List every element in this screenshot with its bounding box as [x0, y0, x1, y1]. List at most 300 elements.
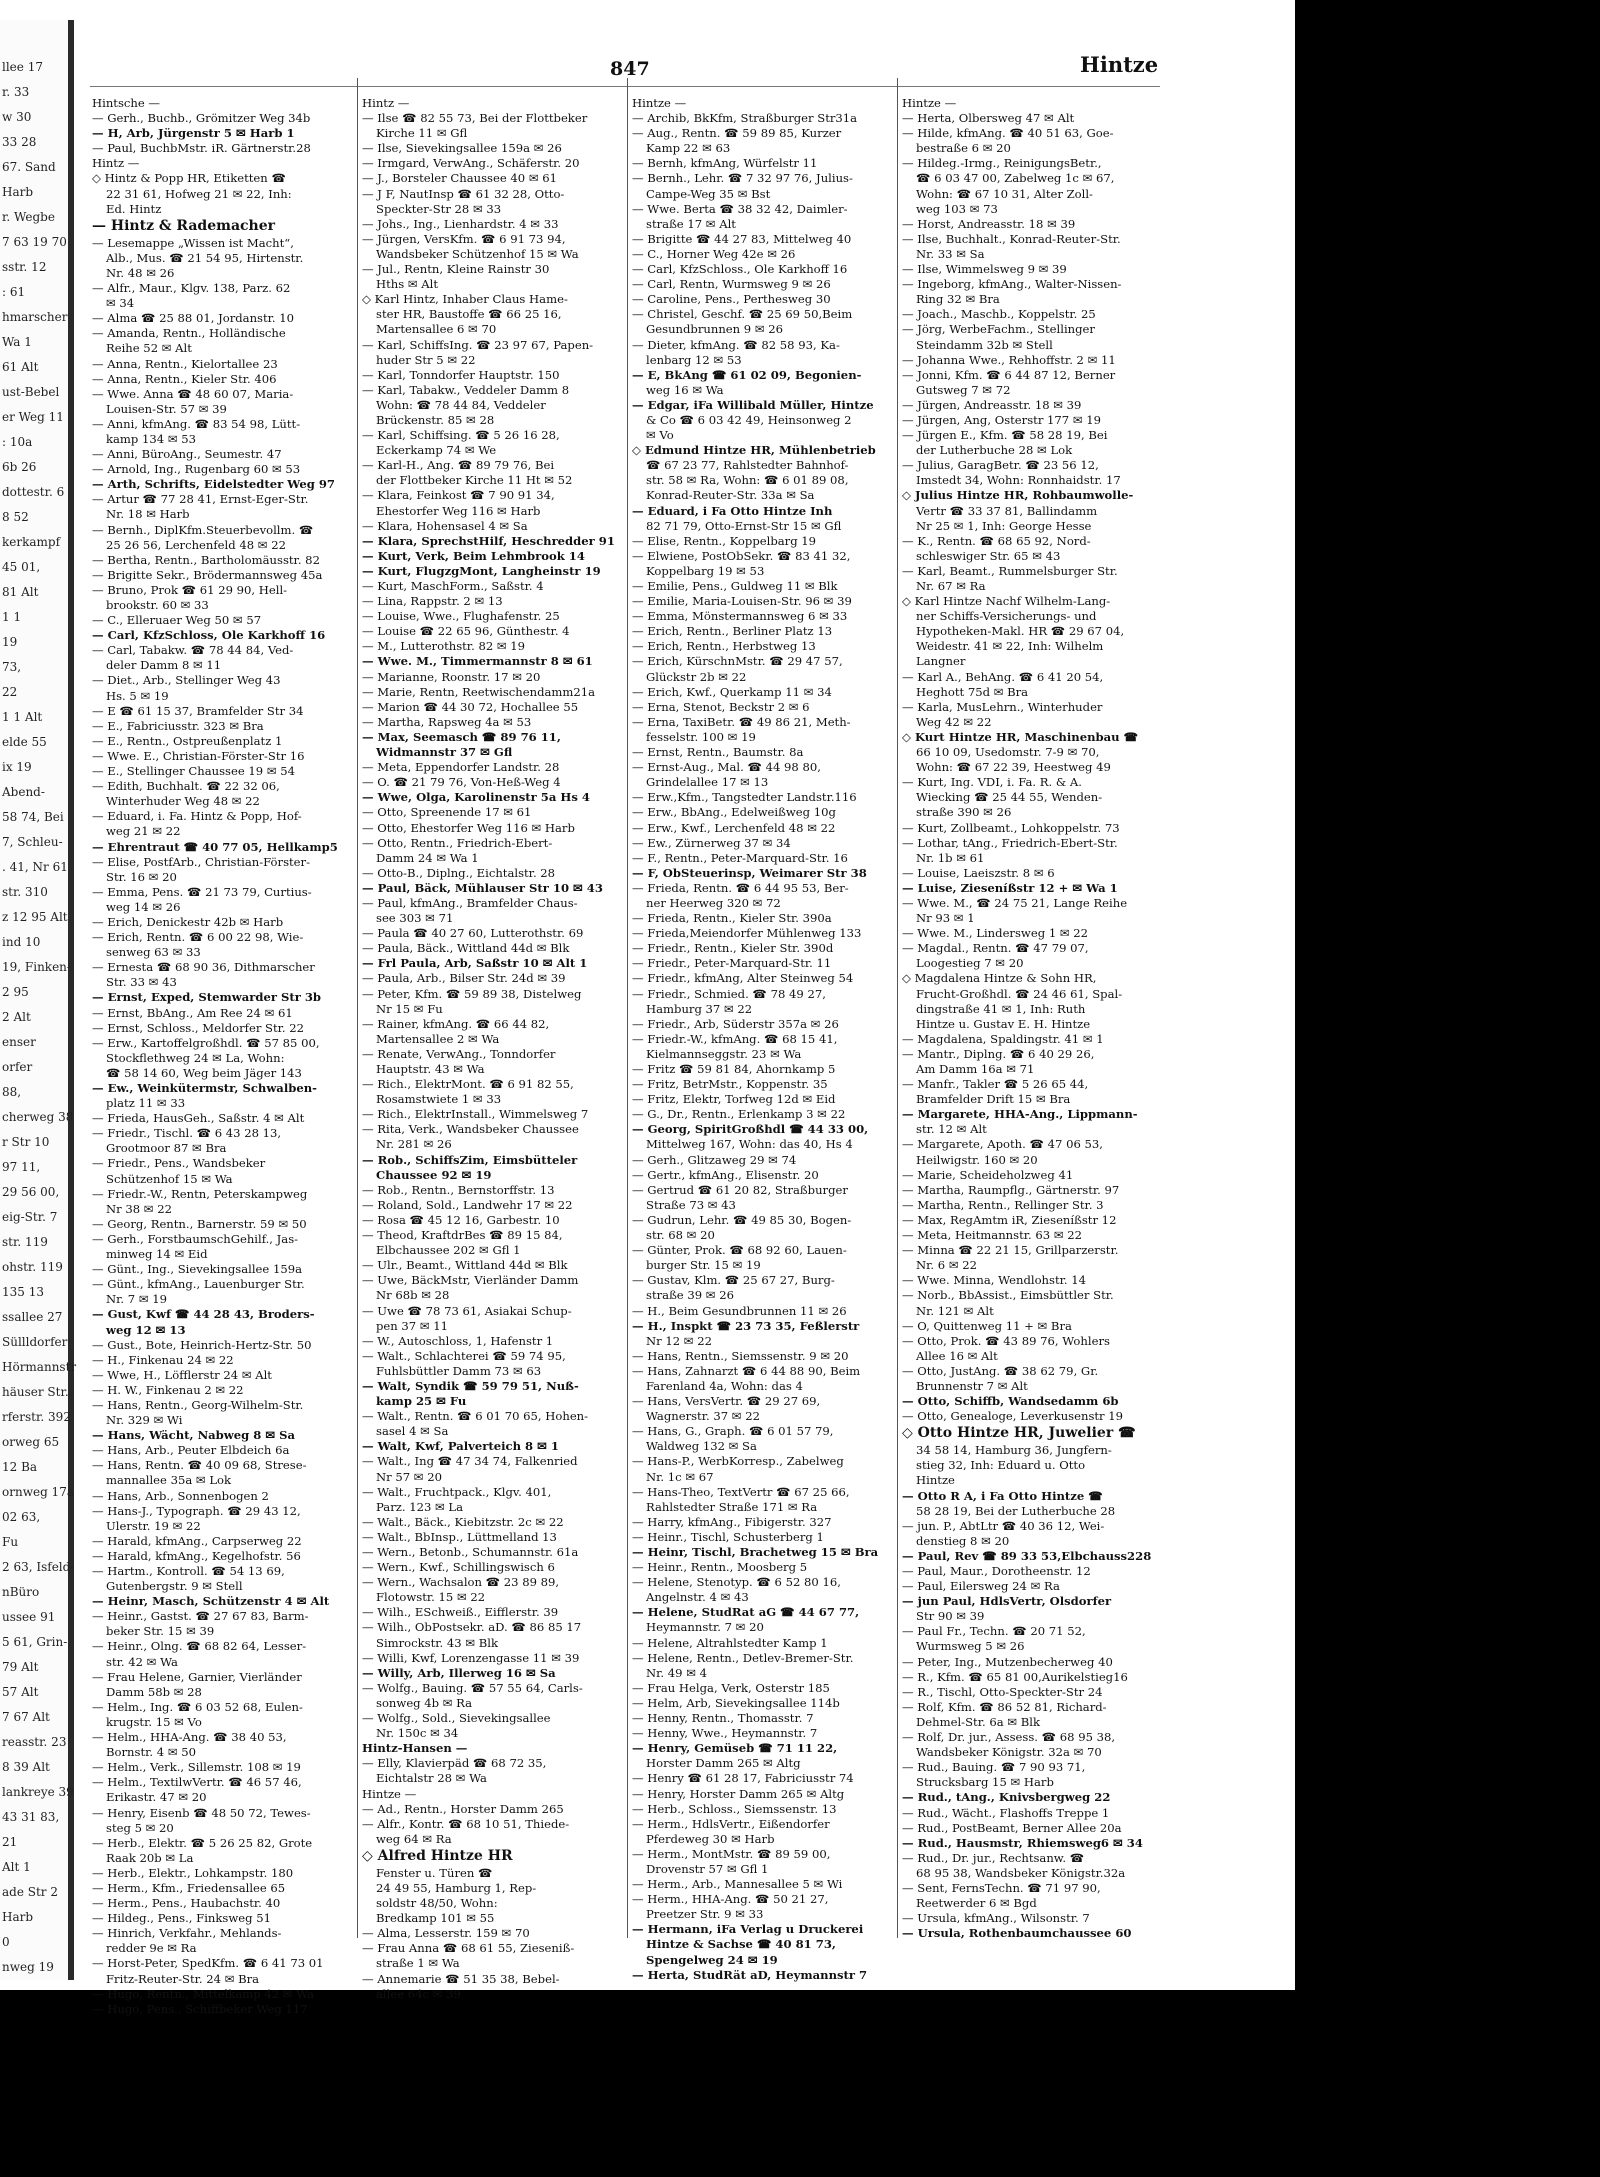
directory-entry-line: — Wern., Betonb., Schumannstr. 61a	[362, 1545, 579, 1559]
directory-entry-line: — Wwe. Anna ☎ 48 60 07, Maria-	[92, 386, 294, 401]
directory-entry-line: huder Str 5 ✉ 22	[376, 352, 476, 367]
directory-entry-line: Hintz-Hansen —	[362, 1741, 468, 1756]
directory-entry-line: — Ulr., Beamt., Wittland 44d ✉ Blk	[362, 1258, 568, 1273]
directory-entry-line: — Louise, Laeiszstr. 8 ✉ 6	[902, 865, 1055, 880]
directory-entry-line: — Heinr., Gastst. ☎ 27 67 83, Barm-	[92, 1609, 309, 1624]
directory-entry-line: Nr. 6 ✉ 22	[916, 1258, 977, 1273]
directory-entry-line: Gutenbergstr. 9 ✉ Stell	[106, 1579, 243, 1594]
directory-entry-line: — Frau Helene, Garnier, Vierländer	[92, 1669, 302, 1684]
directory-entry-line: Grindelallee 17 ✉ 13	[646, 775, 769, 790]
directory-entry-line: beker Str. 15 ✉ 39	[106, 1624, 215, 1639]
directory-entry-line: — Karl-H., Ang. ☎ 89 79 76, Bei	[362, 458, 555, 473]
directory-entry-line: 25 26 56, Lerchenfeld 48 ✉ 22	[106, 537, 286, 552]
previous-page-fragment: reasstr. 23	[2, 1735, 67, 1749]
previous-page-fragment: Alt 1	[2, 1860, 31, 1874]
directory-entry-line: — Bernh, kfmAng, Würfelstr 11	[632, 156, 818, 171]
directory-entry-line: — Annemarie ☎ 51 35 38, Bebel-	[362, 1971, 560, 1986]
column-2	[362, 96, 624, 2002]
directory-entry-line: Erikastr. 47 ✉ 20	[106, 1790, 207, 1805]
directory-entry-line: — Paula, Arb., Bilser Str. 24d ✉ 39	[362, 971, 566, 986]
previous-page-fragment: 1 1 Alt	[2, 710, 43, 724]
directory-entry-line: — Eduard, i. Fa. Hintz & Popp, Hof-	[92, 809, 302, 824]
directory-entry-line: — Anni, kfmAng. ☎ 83 54 98, Lütt-	[92, 416, 301, 431]
directory-entry-line: Nr. 48 ✉ 26	[106, 265, 175, 280]
directory-entry-line: — Arnold, Ing., Rugenbarg 60 ✉ 53	[92, 462, 301, 477]
directory-entry-line: Eckerkamp 74 ✉ We	[376, 443, 497, 458]
previous-page-edge	[0, 20, 77, 1980]
directory-entry-line: str. 42 ✉ Wa	[106, 1654, 178, 1669]
directory-entry-line: — Erich, Rentn. ☎ 6 00 22 98, Wie-	[92, 930, 304, 945]
directory-entry-line: — Martha, Rentn., Rellinger Str. 3	[902, 1197, 1104, 1212]
directory-entry-line: — Uwe ☎ 78 73 61, Asiakai Schup-	[362, 1303, 572, 1318]
directory-entry-line: — Irmgard, VerwAng., Schäferstr. 20	[362, 156, 580, 171]
directory-entry-line: — Ew., Weinkütermstr, Schwalben-	[92, 1081, 317, 1095]
directory-entry-line: — Louise ☎ 22 65 96, Günthestr. 4	[362, 624, 570, 639]
directory-entry-line: 68 95 38, Wandsbeker Königstr.32a	[916, 1865, 1126, 1880]
directory-entry-line: — Elly, Klavierpäd ☎ 68 72 35,	[362, 1756, 547, 1771]
directory-entry-line: 58 28 19, Bei der Lutherbuche 28	[916, 1503, 1116, 1518]
directory-entry-line: — Anna, Rentn., Kieler Str. 406	[92, 371, 277, 386]
directory-entry-line: — Jürgen E., Kfm. ☎ 58 28 19, Bei	[902, 428, 1108, 443]
directory-entry-line: — Meta, Heitmannstr. 63 ✉ 22	[902, 1228, 1082, 1243]
directory-entry-line: — E ☎ 61 15 37, Bramfelder Str 34	[92, 703, 304, 718]
directory-entry-line: — Rita, Verk., Wandsbeker Chaussee	[362, 1122, 579, 1137]
directory-entry-line: Hamburg 37 ✉ 22	[646, 1001, 753, 1016]
directory-entry-line: Nr. 1c ✉ 67	[646, 1469, 714, 1484]
previous-page-fragment: rferstr. 392	[2, 1410, 71, 1424]
directory-entry-line: Hauptstr. 43 ✉ Wa	[376, 1062, 485, 1076]
directory-entry-line: Hintze	[916, 1473, 955, 1488]
directory-entry-line: Reetwerder 6 ✉ Bgd	[916, 1896, 1037, 1911]
directory-entry-line: — Kurt, Ing. VDI, i. Fa. R. & A.	[902, 775, 1082, 790]
directory-entry-line: redder 9e ✉ Ra	[106, 1941, 197, 1956]
directory-entry-line: weg 16 ✉ Wa	[646, 382, 724, 397]
directory-entry-line: — Hartm., Kontroll. ☎ 54 13 69,	[92, 1564, 285, 1578]
directory-entry-line: — Harald, kfmAng., Kegelhofstr. 56	[92, 1548, 301, 1563]
directory-entry-line: der Lutherbuche 28 ✉ Lok	[916, 443, 1073, 458]
directory-entry-line: — H, Arb, Jürgenstr 5 ✉ Harb 1	[92, 126, 295, 141]
directory-entry-line: — Kurt, FlugzgMont, Langheinstr 19	[362, 563, 601, 578]
directory-entry-line: steg 5 ✉ 20	[106, 1820, 174, 1835]
directory-entry-line: — Otto, Schiffb, Wandsedamm 6b	[902, 1394, 1119, 1409]
directory-entry-line: — Helene, Altrahlstedter Kamp 1	[632, 1635, 828, 1650]
directory-entry-line: Wiecking ☎ 25 44 55, Wenden-	[916, 790, 1103, 805]
directory-entry-line: — Ernst, Exped, Stemwarder Str 3b	[92, 990, 322, 1005]
directory-entry-line: — Kurt, Zollbeamt., Lohkoppelstr. 73	[902, 820, 1120, 835]
directory-entry-line: Kielmannseggstr. 23 ✉ Wa	[646, 1046, 802, 1061]
directory-entry-line: — Norb., BbAssist., Eimsbüttler Str.	[902, 1288, 1114, 1303]
directory-entry-line: — Otto, Spreenende 17 ✉ 61	[362, 805, 532, 820]
directory-entry-line: — Hinrich, Verkfahr., Mehlands-	[92, 1926, 282, 1941]
directory-entry-line: — Georg, SpiritGroßhdl ☎ 44 33 00,	[632, 1122, 869, 1137]
directory-entry-line: — Fritz ☎ 59 81 84, Ahornkamp 5	[632, 1062, 836, 1076]
directory-entry-line: — Carl, KfzSchloss., Ole Karkhoff 16	[632, 262, 848, 277]
directory-entry-line: — G., Dr., Rentn., Erlenkamp 3 ✉ 22	[632, 1107, 846, 1122]
directory-entry-line: — Aug., Rentn. ☎ 59 89 85, Kurzer	[632, 126, 842, 141]
directory-entry-line: — Herta, Olbersweg 47 ✉ Alt	[902, 111, 1075, 126]
directory-entry-line: — Frieda,Meiendorfer Mühlenweg 133	[632, 926, 862, 941]
directory-entry-line: — M., Lutterothstr. 82 ✉ 19	[362, 639, 526, 654]
directory-entry-line: Hintze u. Gustav E. H. Hintze	[916, 1016, 1091, 1031]
directory-entry-line: Heilwigstr. 160 ✉ 20	[916, 1152, 1038, 1167]
directory-entry-line: Kirche 11 ✉ Gfl	[376, 126, 468, 141]
directory-entry-line: Pferdeweg 30 ✉ Harb	[646, 1831, 775, 1846]
directory-entry-line: — Ernst, Rentn., Baumstr. 8a	[632, 745, 804, 760]
directory-entry-line: — Johs., Ing., Lienhardstr. 4 ✉ 33	[362, 216, 559, 231]
directory-entry-line: lenbarg 12 ✉ 53	[646, 352, 742, 367]
previous-page-fragment: 21	[2, 1835, 18, 1849]
directory-entry-line: — Sent, FernsTechn. ☎ 71 97 90,	[902, 1880, 1101, 1895]
directory-entry-line: ner Heerweg 320 ✉ 72	[646, 895, 781, 910]
directory-entry-line: Ehestorfer Weg 116 ✉ Harb	[376, 503, 541, 518]
directory-entry-line: Preetzer Str. 9 ✉ 33	[646, 1907, 764, 1922]
directory-entry-line: Vertr ☎ 33 37 81, Ballindamm	[916, 503, 1098, 518]
directory-entry-line: sasel 4 ✉ Sa	[376, 1424, 449, 1439]
directory-entry-line: — Frau Helga, Verk, Osterstr 185	[632, 1680, 830, 1695]
directory-entry-line: — Renate, VerwAng., Tonndorfer	[362, 1046, 556, 1061]
directory-entry-line: — Wern., Wachsalon ☎ 23 89 89,	[362, 1575, 560, 1590]
directory-entry-line: 66 10 09, Usedomstr. 7-9 ✉ 70,	[916, 745, 1100, 760]
directory-entry-line: — Hans-P., WerbKorresp., Zabelweg	[632, 1454, 844, 1469]
directory-entry-line: — Herb., Schloss., Siemssenstr. 13	[632, 1801, 837, 1816]
directory-entry-line: — Herb., Elektr., Lohkampstr. 180	[92, 1865, 294, 1880]
directory-entry-line: ◇ Julius Hintze HR, Rohbaumwolle-	[902, 488, 1134, 503]
directory-entry-line: — Luise, Zieseníßstr 12 + ✉ Wa 1	[902, 880, 1118, 895]
directory-entry-line: — Heinr., Rentn., Moosberg 5	[632, 1560, 808, 1575]
directory-entry-line: Rahlstedter Straße 171 ✉ Ra	[646, 1499, 818, 1514]
directory-entry-line: Drovenstr 57 ✉ Gfl 1	[646, 1861, 769, 1876]
directory-entry-line: — Hildeg., Pens., Finksweg 51	[92, 1911, 272, 1926]
previous-page-fragment: 61 Alt	[2, 360, 39, 374]
directory-entry-line: weg 14 ✉ 26	[106, 899, 181, 914]
directory-entry-line: Nr. 18 ✉ Harb	[106, 507, 190, 522]
directory-entry-line: — Jul., Rentn, Kleine Rainstr 30	[362, 262, 550, 277]
directory-entry-line: Parz. 123 ✉ La	[376, 1499, 464, 1514]
directory-entry-line: — E., Fabriciusstr. 323 ✉ Bra	[92, 718, 264, 733]
directory-entry-line: schleswiger Str. 65 ✉ 43	[916, 548, 1061, 563]
directory-entry-line: Koppelbarg 19 ✉ 53	[646, 563, 765, 578]
directory-entry-line: — Gerh., Glitzaweg 29 ✉ 74	[632, 1152, 797, 1167]
directory-entry-line: Louisen-Str. 57 ✉ 39	[106, 401, 227, 416]
directory-entry-line: Bredkamp 101 ✉ 55	[376, 1911, 495, 1926]
directory-entry-line: — Minna ☎ 22 21 15, Grillparzerstr.	[902, 1243, 1119, 1258]
directory-entry-line: Eichtalstr 28 ✉ Wa	[376, 1771, 487, 1786]
directory-entry-line: — Klara, SprechstHilf, Heschredder 91	[362, 533, 615, 548]
directory-entry-line: — Ilse, Buchhalt., Konrad-Reuter-Str.	[902, 231, 1121, 246]
directory-entry-line: str. 68 ✉ 20	[646, 1228, 715, 1243]
previous-page-fragment: : 61	[2, 285, 26, 299]
directory-entry-line: — Joach., Maschb., Koppelstr. 25	[902, 307, 1096, 322]
directory-entry-line: Stockflethweg 24 ✉ La, Wohn:	[106, 1050, 285, 1065]
directory-entry-line: — Otto, Ehestorfer Weg 116 ✉ Harb	[362, 820, 575, 835]
directory-entry-line: — Arth, Schrifts, Eidelstedter Weg 97	[92, 477, 336, 492]
directory-entry-line: — H., Finkenau 24 ✉ 22	[92, 1352, 234, 1367]
previous-page-fragment: 2 Alt	[2, 1010, 31, 1024]
directory-entry-line: str. 12 ✉ Alt	[916, 1122, 987, 1137]
directory-entry-line: ◇ Magdalena Hintze & Sohn HR,	[902, 971, 1097, 986]
directory-entry-line: — Brigitte ☎ 44 27 83, Mittelweg 40	[632, 231, 852, 246]
directory-entry-line: brookstr. 60 ✉ 33	[106, 598, 209, 612]
directory-entry-line: — Martha, Rapsweg 4a ✉ 53	[362, 714, 532, 729]
directory-entry-line: — Helene, Rentn., Detlev-Bremer-Str.	[632, 1650, 854, 1665]
directory-entry-line: — Christel, Geschf. ☎ 25 69 50,Beim	[632, 307, 853, 322]
directory-entry-line: — Gertr., kfmAng., Elisenstr. 20	[632, 1167, 819, 1182]
directory-entry-line: Nr 25 ✉ 1, Inh: George Hesse	[916, 518, 1092, 533]
column-3	[632, 96, 894, 1983]
directory-entry-line: — H. W., Finkenau 2 ✉ 22	[92, 1382, 244, 1397]
directory-entry-line: — Erw., Kartoffelgroßhdl. ☎ 57 85 00,	[92, 1035, 320, 1050]
directory-entry-line: Hintsche —	[92, 96, 160, 110]
previous-page-fragment: 19	[2, 635, 18, 649]
previous-page-fragment: ussee 91	[2, 1610, 56, 1624]
directory-entry-line: — Klara, Feinkost ☎ 7 90 91 34,	[362, 488, 555, 503]
previous-page-fragment: enser	[2, 1035, 36, 1049]
directory-entry-line: Alb., Mus. ☎ 21 54 95, Hirtenstr.	[106, 250, 304, 265]
directory-entry-line: — Jonni, Kfm. ☎ 6 44 87 12, Berner	[902, 367, 1116, 382]
directory-entry-line: — Heinr, Masch, Schützenstr 4 ✉ Alt	[92, 1594, 330, 1609]
previous-page-fragment: w 30	[2, 110, 32, 124]
directory-entry-line: see 303 ✉ 71	[376, 911, 454, 926]
directory-entry-line: — Bernh., DiplKfm.Steuerbevollm. ☎	[92, 522, 314, 537]
directory-entry-line: — Peter, Kfm. ☎ 59 89 38, Distelweg	[362, 986, 582, 1001]
directory-entry-line: — Ernst-Aug., Mal. ☎ 44 98 80,	[632, 760, 821, 775]
directory-entry-line: — Archib, BkKfm, Straßburger Str31a	[632, 111, 858, 126]
previous-page-fragment: 19, Finken-	[2, 960, 71, 974]
directory-entry-line: — J F, NautInsp ☎ 61 32 28, Otto-	[362, 186, 565, 201]
directory-entry-line: — Emilie, Pens., Guldweg 11 ✉ Blk	[632, 579, 838, 593]
directory-entry-line: ◇ Hintz & Popp HR, Etiketten ☎	[92, 171, 286, 186]
previous-page-fragment: 7, Schleu-	[2, 835, 63, 849]
directory-entry-line: — Helm., TextilwVertr. ☎ 46 57 46,	[92, 1775, 302, 1790]
previous-page-fragment: 8 39 Alt	[2, 1760, 50, 1774]
directory-entry-line: Nr. 49 ✉ 4	[646, 1665, 707, 1680]
directory-entry-line: Nr. 150c ✉ 34	[376, 1726, 459, 1741]
directory-entry-line: — Karl, Beamt., Rummelsburger Str.	[902, 563, 1118, 578]
directory-entry-line: Nr 15 ✉ Fu	[376, 1001, 443, 1016]
directory-entry-line: — Herm., HHA-Ang. ☎ 50 21 27,	[632, 1892, 829, 1907]
directory-entry-line: — Ehrentraut ☎ 40 77 05, Hellkamp5	[92, 839, 338, 854]
previous-page-fragment: ind 10	[2, 935, 41, 949]
directory-entry-line: krugstr. 15 ✉ Vo	[106, 1714, 202, 1729]
directory-entry-line: Hintz —	[92, 156, 140, 171]
directory-entry-line: Nr. 281 ✉ 26	[376, 1137, 452, 1152]
directory-entry-line: — Hugo, Pens., Schiffbeker Weg 117	[92, 2001, 308, 2016]
directory-entry-line: — Wolfg., Bauing. ☎ 57 55 64, Carls-	[362, 1680, 583, 1695]
directory-entry-line: — Frl Paula, Arb, Saßstr 10 ✉ Alt 1	[362, 956, 588, 971]
directory-entry-line: — Paul, kfmAng., Bramfelder Chaus-	[362, 895, 578, 910]
directory-entry-line: — Friedr.-W., Rentn, Peterskampweg	[92, 1186, 308, 1201]
previous-page-fragment: 79 Alt	[2, 1660, 39, 1674]
previous-page-fragment: Süllldorfer	[2, 1335, 68, 1349]
directory-entry-line: — Rolf, Kfm. ☎ 86 52 81, Richard-	[902, 1699, 1107, 1714]
directory-entry-line: — Frau Anna ☎ 68 61 55, Zieseniß-	[362, 1941, 575, 1956]
previous-page-fragment: ust-Bebel	[2, 385, 60, 399]
directory-entry-line: Chaussee 92 ✉ 19	[376, 1167, 492, 1182]
directory-entry-line: — Friedr., Schmied. ☎ 78 49 27,	[632, 986, 826, 1001]
directory-entry-line: — Henry, Gemüseb ☎ 71 11 22,	[632, 1741, 838, 1756]
directory-entry-line: Nr 12 ✉ 22	[646, 1333, 712, 1348]
directory-entry-line: deler Damm 8 ✉ 11	[106, 658, 222, 673]
directory-entry-line: — Marie, Rentn, Reetwischendamm21a	[362, 684, 596, 699]
directory-entry-line: — Ernesta ☎ 68 90 36, Dithmarscher	[92, 960, 315, 975]
directory-entry-line: ☎ 58 14 60, Weg beim Jäger 143	[106, 1065, 302, 1080]
directory-entry-line: — jun. P., AbtLtr ☎ 40 36 12, Wei-	[902, 1518, 1105, 1533]
directory-entry-line: — Rud., Hausmstr, Rhiemsweg6 ✉ 34	[902, 1835, 1143, 1850]
directory-entry-line: — Wwe. M., Lindersweg 1 ✉ 22	[902, 926, 1089, 941]
directory-entry-line: — Jürgen, Ang, Osterstr 177 ✉ 19	[902, 412, 1102, 427]
directory-entry-line: Angelnstr. 4 ✉ 43	[646, 1590, 749, 1605]
directory-entry-line: — Hermann, iFa Verlag u Druckerei	[632, 1922, 864, 1937]
directory-entry-line: — Herm., HdlsVertr., Eißendorfer	[632, 1816, 830, 1831]
directory-entry-line: der Flottbeker Kirche 11 Ht ✉ 52	[376, 473, 573, 488]
directory-entry-line: Martensallee 2 ✉ Wa	[376, 1031, 500, 1046]
directory-entry-line: — Wern., Kwf., Schillingswisch 6	[362, 1560, 555, 1575]
directory-entry-line: — Erna, TaxiBetr. ☎ 49 86 21, Meth-	[632, 714, 851, 729]
directory-entry-line: Speckter-Str 28 ✉ 33	[376, 201, 502, 216]
directory-entry-line: — Gudrun, Lehr. ☎ 49 85 30, Bogen-	[632, 1212, 852, 1227]
previous-page-fragment: 81 Alt	[2, 585, 39, 599]
directory-entry-line: — Amanda, Rentn., Holländische	[92, 326, 286, 341]
directory-entry-line: — jun Paul, HdlsVertr, Olsdorfer	[902, 1594, 1112, 1609]
directory-entry-line: — Caroline, Pens., Perthesweg 30	[632, 292, 831, 307]
directory-entry-line: — Friedr., Tischl. ☎ 6 43 28 13,	[92, 1126, 282, 1141]
directory-entry-line: — Eduard, i Fa Otto Hintze Inh	[632, 503, 833, 518]
directory-entry-line: — Henny, Wwe., Heymannstr. 7	[632, 1726, 818, 1741]
previous-page-fragment: llee 17	[2, 60, 43, 74]
previous-page-fragment: lankreye 39	[2, 1785, 74, 1799]
directory-entry-line: — Helene, StudRat aG ☎ 44 67 77,	[632, 1605, 860, 1620]
directory-entry-line: Raak 20b ✉ La	[106, 1850, 194, 1865]
directory-entry-line: — Julius, GaragBetr. ☎ 23 56 12,	[902, 458, 1099, 473]
directory-entry-line: Gesundbrunnen 9 ✉ 26	[646, 322, 784, 337]
directory-entry-line: — Alfr., Kontr. ☎ 68 10 51, Thiede-	[362, 1816, 570, 1831]
directory-entry-line: — Erich, Rentn., Herbstweg 13	[632, 639, 816, 654]
directory-entry-line: — Herm., Pens., Haubachstr. 40	[92, 1896, 281, 1911]
running-head: Hintze	[1080, 52, 1159, 77]
directory-entry-line: str. 58 ✉ Ra, Wohn: ☎ 6 01 89 08,	[646, 473, 849, 488]
directory-entry-line: ☎ 6 03 47 00, Zabelweg 1c ✉ 67,	[916, 171, 1115, 186]
directory-entry-line: — Ernst, Schloss., Meldorfer Str. 22	[92, 1020, 305, 1035]
directory-entry-line: — Paul Fr., Techn. ☎ 20 71 52,	[902, 1624, 1086, 1639]
directory-entry-line: — Erich, Kwf., Querkamp 11 ✉ 34	[632, 684, 832, 699]
directory-entry-line: ◇ Kurt Hintze HR, Maschinenbau ☎	[902, 729, 1139, 744]
directory-entry-line: — Theod, KraftdrBes ☎ 89 15 84,	[362, 1228, 563, 1243]
directory-entry-line: — Lina, Rappstr. 2 ✉ 13	[362, 594, 503, 609]
previous-page-fragment: 88,	[2, 1085, 22, 1099]
directory-entry-line: — Otto, JustAng. ☎ 38 62 79, Gr.	[902, 1363, 1099, 1378]
previous-page-fragment: 73,	[2, 660, 22, 674]
directory-entry-line: — Hans, Wächt, Nabweg 8 ✉ Sa	[92, 1428, 296, 1443]
directory-entry-line: Horster Damm 265 ✉ Altg	[646, 1756, 801, 1771]
directory-entry-line: Wagnerstr. 37 ✉ 22	[646, 1409, 760, 1424]
directory-entry-line: — Ad., Rentn., Horster Damm 265	[362, 1801, 564, 1816]
directory-entry-line: weg 103 ✉ 73	[916, 201, 998, 216]
directory-entry-line: — Hans, G., Graph. ☎ 6 01 57 79,	[632, 1424, 834, 1439]
directory-entry-line: Ulerstr. 19 ✉ 22	[106, 1518, 201, 1533]
directory-entry-line: — Helm, Arb, Sievekingsallee 114b	[632, 1695, 840, 1710]
previous-page-fragment: 12 Ba	[2, 1460, 38, 1474]
directory-entry-line: — Heinr., Olng. ☎ 68 82 64, Lesser-	[92, 1639, 307, 1654]
directory-entry-line: Elbchaussee 202 ✉ Gfl 1	[376, 1243, 521, 1258]
directory-entry-line: — Walt., BbInsp., Lüttmelland 13	[362, 1529, 557, 1544]
directory-entry-line: — Frieda, Rentn., Kieler Str. 390a	[632, 911, 832, 926]
directory-entry-line: ◇ Otto Hintze HR, Juwelier ☎	[902, 1425, 1136, 1442]
directory-entry-line: — Wwe. Berta ☎ 38 32 42, Daimler-	[632, 201, 848, 216]
previous-page-fragment: 67. Sand	[2, 160, 56, 174]
previous-page-fragment: 57 Alt	[2, 1685, 39, 1699]
directory-entry-line: 34 58 14, Hamburg 36, Jungfern-	[916, 1443, 1112, 1458]
previous-page-fragment: 33 28	[2, 135, 37, 149]
previous-page-fragment: 2 63, Isfeld-	[2, 1560, 75, 1574]
directory-entry-line: — Walt, Kwf, Palverteich 8 ✉ 1	[362, 1439, 559, 1454]
directory-entry-line: Hintz —	[362, 96, 410, 110]
directory-entry-line: — Erich, KürschnMstr. ☎ 29 47 57,	[632, 654, 843, 669]
directory-entry-line: — Harry, kfmAng., Fibigerstr. 327	[632, 1514, 832, 1529]
directory-entry-line: Reihe 52 ✉ Alt	[106, 341, 192, 356]
directory-entry-line: ◇ Karl Hintz, Inhaber Claus Hame-	[362, 292, 568, 307]
column-divider	[627, 78, 628, 1938]
directory-entry-line: — Brigitte Sekr., Brödermannsweg 45a	[92, 567, 323, 582]
directory-entry-line: — C., Horner Weg 42e ✉ 26	[632, 246, 796, 261]
page-number: 847	[610, 58, 650, 80]
directory-entry-line: weg 21 ✉ 22	[106, 824, 181, 839]
directory-entry-line: — Lothar, tAng., Friedrich-Ebert-Str.	[902, 835, 1118, 850]
directory-entry-line: — Walt., Bäck., Kiebitzstr. 2c ✉ 22	[362, 1514, 564, 1529]
directory-entry-line: — Ew., Zürnerweg 37 ✉ 34	[632, 835, 791, 850]
directory-entry-line: Nr 57 ✉ 20	[376, 1469, 442, 1484]
directory-entry-line: Nr 68b ✉ 28	[376, 1288, 450, 1303]
directory-entry-line: ☎ 67 23 77, Rahlstedter Bahnhof-	[646, 458, 849, 473]
directory-entry-line: Flotowstr. 15 ✉ 22	[376, 1590, 486, 1605]
directory-entry-line: — O. ☎ 21 79 76, Von-Heß-Weg 4	[362, 775, 561, 790]
directory-entry-line: — Herta, StudRät aD, Heymannstr 7	[632, 1967, 868, 1982]
directory-entry-line: — Karl A., BehAng. ☎ 6 41 20 54,	[902, 669, 1104, 684]
directory-entry-line: straße 1 ✉ Wa	[376, 1956, 460, 1971]
directory-entry-line: — Henry, Horster Damm 265 ✉ Altg	[632, 1786, 845, 1801]
directory-entry-line: Simrockstr. 43 ✉ Blk	[376, 1635, 499, 1650]
previous-page-fragment: 22	[2, 685, 18, 699]
directory-entry-line: Nr. 67 ✉ Ra	[916, 579, 986, 593]
directory-entry-line: — F, ObSteuerinsp, Weimarer Str 38	[632, 865, 867, 880]
previous-page-fragment: nweg 19	[2, 1960, 54, 1974]
previous-page-fragment: 02 63,	[2, 1510, 41, 1524]
directory-entry-line: — Willi, Kwf, Lorenzengasse 11 ✉ 39	[362, 1650, 580, 1665]
directory-entry-line: — Dieter, kfmAng. ☎ 82 58 93, Ka-	[632, 337, 840, 352]
directory-entry-line: — Horst, Andreasstr. 18 ✉ 39	[902, 216, 1076, 231]
previous-page-fragment: eig-Str. 7	[2, 1210, 58, 1224]
directory-entry-line: — Ilse ☎ 82 55 73, Bei der Flottbeker	[362, 111, 588, 126]
directory-entry-line: — Kurt, MaschForm., Saßstr. 4	[362, 579, 544, 593]
directory-entry-line: — Roland, Sold., Landwehr 17 ✉ 22	[362, 1197, 573, 1212]
directory-entry-line: Imstedt 34, Wohn: Ronnhaidstr. 17	[916, 473, 1121, 488]
directory-entry-line: — Marie, Scheideholzweg 41	[902, 1167, 1074, 1182]
directory-entry-line: Wohn: ☎ 78 44 84, Veddeler	[376, 397, 546, 412]
directory-entry-line: minweg 14 ✉ Eid	[106, 1247, 208, 1262]
directory-entry-line: — W., Autoschloss, 1, Hafenstr 1	[362, 1333, 554, 1348]
directory-entry-line: — Anni, BüroAng., Seumestr. 47	[92, 447, 282, 462]
directory-entry-line: — Johanna Wwe., Rehhoffstr. 2 ✉ 11	[902, 352, 1116, 367]
directory-entry-line: — Peter, Ing., Mutzenbecherweg 40	[902, 1654, 1113, 1669]
directory-entry-line: dingstraße 41 ✉ 1, Inh: Ruth	[916, 1001, 1086, 1016]
directory-entry-line: — Jürgen, VersKfm. ☎ 6 91 73 94,	[362, 231, 566, 246]
directory-entry-line: — Emma, Pens. ☎ 21 73 79, Curtius-	[92, 884, 312, 899]
directory-entry-line: platz 11 ✉ 33	[106, 1096, 186, 1111]
directory-entry-line: — Otto R A, i Fa Otto Hintze ☎	[902, 1488, 1103, 1503]
directory-entry-line: — Hans, VersVertr. ☎ 29 27 69,	[632, 1394, 821, 1409]
directory-entry-line: Rosamstwiete 1 ✉ 33	[376, 1092, 502, 1107]
directory-entry-line: — Lesemappe „Wissen ist Macht“,	[92, 235, 294, 250]
directory-entry-line: Mittelweg 167, Wohn: das 40, Hs 4	[646, 1137, 853, 1152]
